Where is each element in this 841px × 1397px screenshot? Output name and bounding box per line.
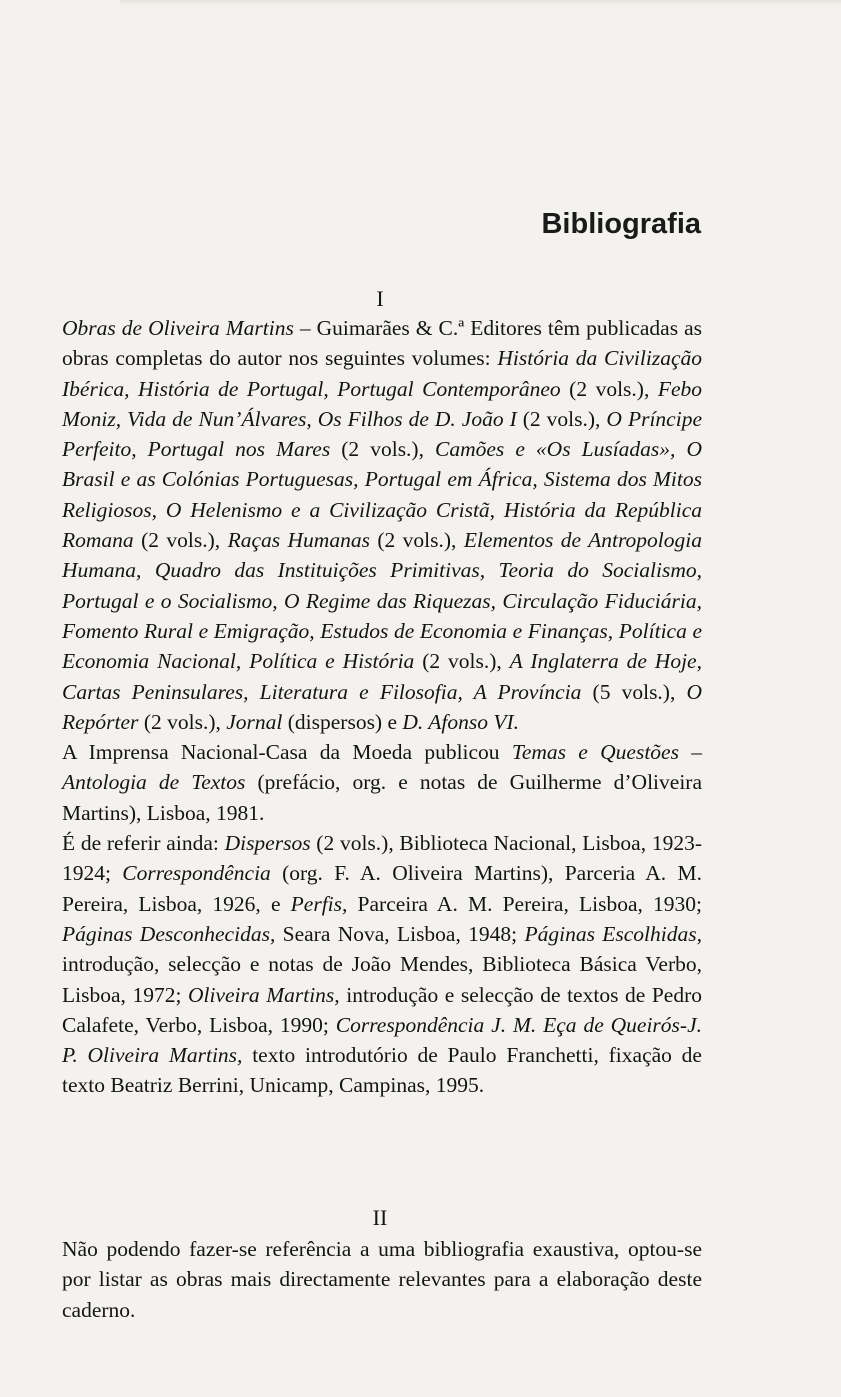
further-works-paragraph: É de referir ainda: Dispersos (2 vols.), Biblioteca Nacional, Lisboa, 1923-1924; Correspondência (org. F. A. Oliveira Martins), Parceria A. M. Pereira, Lisboa, 1926, e Perfis, Parceira A. M. Pereira, Lisboa, 1930; Páginas Desconhecidas, Seara Nova, Lisboa, 1948; Páginas Escolhidas, introdução, selecção e notas de João Mendes, Biblioteca Básica Verbo, Lisboa, 1972; Oliveira Martins, introdução e selecção de textos de Pedro Calafete, Verbo, Lisboa, 1990; Correspondência J. M. Eça de Queirós-J. P. Oliveira Martins, texto introdutório de Paulo Franchetti, fixação de texto Beatriz Berrini, Unicamp, Campinas, 1995. — [62, 831, 703, 1098]
imprensa-paragraph: A Imprensa Nacional-Casa da Moeda publicou Temas e Questões – Antologia de Textos (prefácio, org. e notas de Guilherme d’Oliveira Martins), Lisboa, 1981. — [62, 740, 702, 825]
section-two-body — [62, 1234, 702, 1325]
works-paragraph: Obras de Oliveira Martins – Guimarães & C.ª Editores têm publicadas as obras completas do autor nos seguintes volumes: História da Civilização Ibérica, História de Portugal, Portugal Contemporâneo (2 vols.), Febo Moniz, Vida de Nun’Álvares, Os Filhos de D. João I (2 vols.), O Príncipe Perfeito, Portugal nos Mares (2 vols.), Camões e «Os Lusíadas», O Brasil e as Colónias Portuguesas, Portugal em África, Sistema dos Mitos Religiosos, O Helenismo e a Civilização Cristã, História da República Romana (2 vols.), Raças Humanas (2 vols.), Elementos de Antropologia Humana, Quadro das Instituições Primitivas, Teoria do Socialismo, Portugal e o Socialismo, O Regime das Riquezas, Circulação Fiduciária, Fomento Rural e Emigração, Estudos de Economia e Finanças, Política e Economia Nacional, Política e História (2 vols.), A Inglaterra de Hoje, Cartas Peninsulares, Literatura e Filosofia, A Província (5 vols.), O Repórter (2 vols.), Jornal (dispersos) e D. Afonso VI. — [62, 316, 702, 734]
section-number-two: II — [372, 1205, 388, 1230]
page-title: Bibliografia — [541, 208, 701, 240]
selection-note-paragraph: Não podendo fazer-se referência a uma bibliografia exaustiva, optou-se por listar as obras mais directamente relevantes para a elaboração deste caderno. — [62, 1237, 702, 1322]
section-one-body — [62, 313, 702, 1101]
page-edge-shadow — [120, 0, 841, 6]
section-number-one: I — [376, 286, 384, 311]
